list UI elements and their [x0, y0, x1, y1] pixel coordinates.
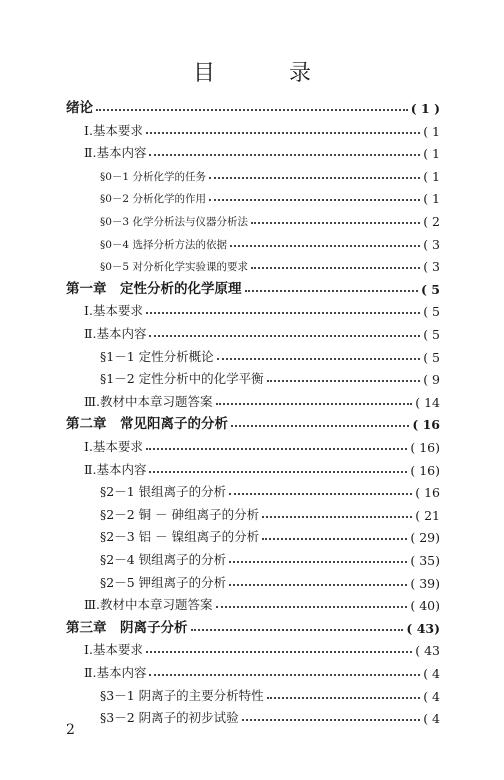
toc-entry — [100, 230, 440, 252]
toc-entry-title: §2－2 铜 － 砷组离子的分析 — [100, 506, 260, 522]
toc-entry — [100, 704, 440, 726]
dot-leader — [191, 629, 404, 631]
toc-entry-page: ( 4 — [423, 666, 440, 681]
toc-entry-page: ( 16 — [412, 417, 440, 433]
toc-entry — [84, 139, 440, 161]
toc-entry-title: §0－5 对分析化学实验课的要求 — [100, 261, 248, 274]
toc-entry — [84, 636, 440, 658]
dot-leader — [251, 267, 420, 269]
dot-leader — [209, 199, 420, 201]
toc-entry-page: ( 29) — [410, 530, 440, 546]
dot-leader — [146, 651, 412, 653]
toc-entry-page: ( 40) — [410, 598, 440, 614]
dot-leader — [209, 177, 420, 179]
toc-entry-title: §0－4 选择分析方法的依据 — [100, 238, 227, 251]
toc-entry — [100, 478, 440, 500]
toc-entry-title: Ⅱ.基本内容 — [84, 326, 147, 341]
dot-leader — [216, 606, 408, 608]
toc-entry — [66, 410, 440, 432]
toc-entry-title: §0－2 分析化学的作用 — [100, 193, 206, 206]
toc-entry — [100, 207, 440, 229]
dot-leader — [229, 584, 407, 586]
dot-leader — [96, 109, 408, 111]
dot-leader — [149, 471, 407, 473]
dot-leader — [216, 403, 413, 405]
dot-leader — [262, 538, 407, 540]
toc-entry-page: ( 3 — [423, 259, 440, 275]
dot-leader — [267, 697, 421, 699]
toc-entry-page: ( 1 — [423, 191, 440, 207]
toc-entry-page: ( 9 — [423, 372, 440, 388]
toc-entry-page: ( 1 — [423, 168, 440, 184]
toc-entry-title: Ⅰ.基本要求 — [84, 303, 143, 319]
page-title: 目 录 — [192, 61, 337, 86]
toc-entry — [84, 388, 440, 410]
dot-leader — [251, 222, 420, 224]
dot-leader — [146, 132, 420, 134]
toc-entry-page: ( 4 — [423, 711, 440, 727]
toc-entry — [84, 320, 440, 342]
dot-leader — [146, 448, 407, 450]
toc-entry — [100, 682, 440, 704]
toc-entry-page: ( 35) — [410, 553, 440, 568]
toc-entry-page: ( 3 — [423, 236, 440, 252]
toc-entry-page: ( 14 — [415, 394, 440, 410]
toc-entry-page: ( 5 — [421, 281, 440, 297]
toc-entry — [100, 546, 440, 568]
toc-entry — [100, 343, 440, 365]
toc-entry-page: ( 43 — [415, 643, 440, 659]
dot-leader — [267, 380, 421, 382]
dot-leader — [262, 516, 412, 518]
toc-entry — [100, 162, 440, 184]
toc-entry — [84, 456, 440, 478]
toc-entry-page: ( 5 — [423, 304, 440, 320]
toc-entry-title: Ⅰ.基本要求 — [84, 122, 143, 138]
dot-leader — [149, 154, 420, 156]
dot-leader — [229, 561, 407, 563]
toc-entry-page: ( 1 ) — [410, 101, 440, 116]
toc-entry-title: §2－4 钡组离子的分析 — [100, 552, 227, 567]
toc-entry-title: Ⅲ.教材中本章习题答案 — [84, 597, 213, 613]
toc-entry-title: Ⅱ.基本内容 — [84, 461, 147, 477]
toc-entry — [100, 365, 440, 387]
toc-entry — [84, 591, 440, 613]
toc-entry-page: ( 1 — [423, 146, 440, 162]
toc-entry-page: ( 16) — [410, 462, 440, 478]
toc-entry-page: ( 5 — [423, 349, 440, 365]
dot-leader — [242, 719, 421, 721]
toc-entry-title: Ⅰ.基本要求 — [84, 439, 143, 454]
toc-entry-title: Ⅰ.基本要求 — [84, 642, 143, 658]
dot-leader — [149, 335, 420, 337]
toc-entry-title: §2－5 钾组离子的分析 — [100, 574, 227, 590]
dot-leader — [229, 493, 412, 495]
dot-leader — [231, 425, 409, 427]
toc-entry-title: §0－3 化学分析法与仪器分析法 — [100, 216, 248, 228]
toc-entry-page: ( 39) — [410, 575, 440, 591]
toc-entry — [84, 433, 440, 455]
toc-entry-title: §0－1 分析化学的任务 — [100, 170, 206, 183]
toc-entry-title: 第一章 定性分析的化学原理 — [66, 280, 242, 297]
toc-entry-title: 第二章 常见阳离子的分析 — [66, 416, 228, 433]
toc-entry — [84, 117, 440, 139]
toc-entry-title: Ⅱ.基本内容 — [84, 665, 147, 680]
toc-entry-title: §1－2 定性分析中的化学平衡 — [100, 371, 264, 387]
toc-entry — [66, 275, 440, 297]
toc-entry — [84, 297, 440, 319]
toc-entry-title: 绪论 — [66, 100, 93, 116]
toc-entry-page: ( 5 — [423, 327, 440, 342]
toc-entry-page: ( 2 — [423, 214, 440, 229]
toc-entry-title: Ⅱ.基本内容 — [84, 145, 147, 161]
toc-entry-title: Ⅲ.教材中本章习题答案 — [84, 393, 213, 409]
toc-entry-page: ( 1 — [423, 123, 440, 139]
toc-entry-title: §3－1 阴离子的主要分析特性 — [100, 687, 264, 703]
toc-entry — [100, 252, 440, 274]
dot-leader — [230, 245, 420, 247]
toc-entry-title: 第三章 阴离子分析 — [66, 619, 188, 636]
toc-entry — [84, 659, 440, 681]
toc-entry-page: ( 16 — [415, 485, 440, 501]
toc-entry-page: ( 43) — [406, 620, 440, 636]
toc-entry-page: ( 21 — [415, 507, 440, 523]
page-number: 2 — [66, 722, 75, 738]
toc-entry-title: §1－1 定性分析概论 — [100, 348, 214, 364]
dot-leader — [149, 674, 420, 676]
toc-entry-title: §2－1 银组离子的分析 — [100, 484, 227, 500]
toc-entry-page: ( 16) — [410, 440, 440, 455]
toc-entry — [66, 614, 440, 636]
toc-entry — [100, 569, 440, 591]
toc-entry — [66, 94, 440, 116]
dot-leader — [217, 358, 421, 360]
toc-entry — [100, 523, 440, 545]
dot-leader — [245, 290, 419, 292]
toc-entry-title: §2－3 铝 － 镍组离子的分析 — [100, 529, 260, 545]
toc-entry-title: §3－2 阴离子的初步试验 — [100, 710, 239, 726]
dot-leader — [146, 312, 420, 314]
toc-entry — [100, 501, 440, 523]
toc-entry-page: ( 4 — [423, 688, 440, 704]
toc-entry — [100, 184, 440, 206]
